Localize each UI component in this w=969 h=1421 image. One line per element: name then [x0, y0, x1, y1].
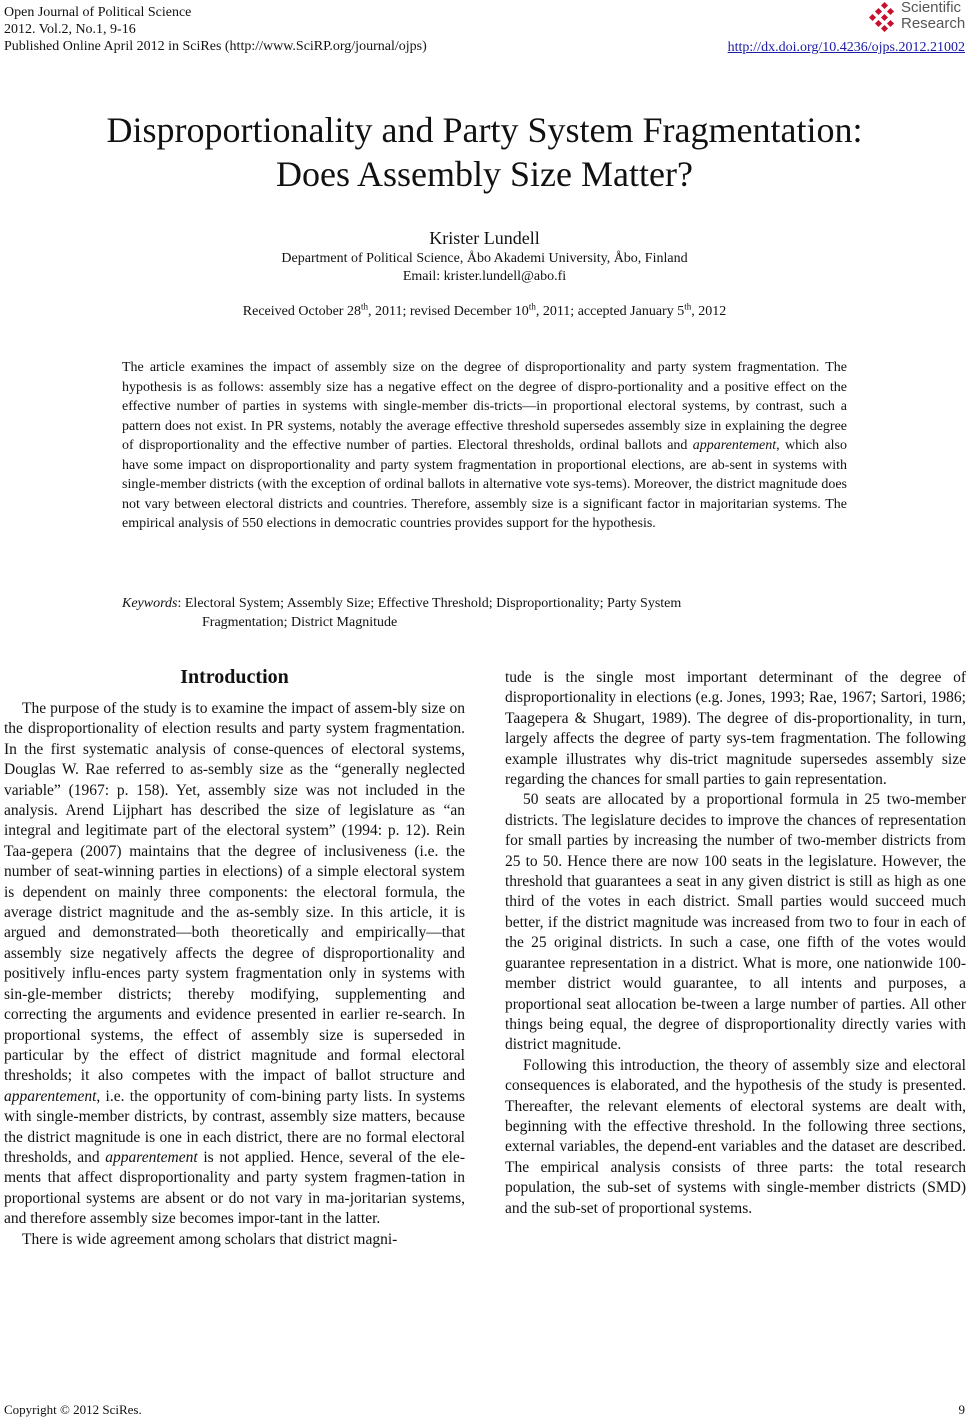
- author-affiliation-block: [0, 250, 969, 286]
- paper-title: [0, 108, 969, 196]
- title-line-2: Does Assembly Size Matter?: [276, 154, 693, 194]
- right-paragraph-1: tude is the single most important determinant of the degree of disproportionality in elections (e.g. Jones, 1993; Rae, 1967; Sartori, 1986; Taagepera & Shugart, 1989). The degree of dis-proportionality, in turn, largely affects the degree of party sys-tem fragmentation. The following example illustrates why dis-trict magnitude supersedes assembly size regarding the chances for small parties to gain representation.: [505, 669, 966, 789]
- title-line-1: Disproportionality and Party System Fragmentation:: [106, 110, 863, 150]
- right-paragraph-2: 50 seats are allocated by a proportional formula in 25 two-member districts. The legislature decides to improve the chances of representation for small parties by increasing the number of two-member districts from 25 to 50. Hence there are now 100 seats in the legislature. However, the threshold that guarantees a seat in any given district is still as high as one third of the votes in each district. Small parties would succeed much better, if the district magnitude was increased from two to four in each of the 25 original districts. In such a case, one fifth of the votes would guarantee representation in a district. What is more, one nationwide 100-member district would guarantee, to all intents and purposes, a proportional seat allocation be-tween a large number of parties. All other things being equal, the degree of disproportionality directly varies with district magnitude.: [505, 791, 966, 1054]
- keywords: [122, 594, 847, 632]
- affiliation: Department of Political Science, Åbo Akademi University, Åbo, Finland: [281, 251, 688, 266]
- scientific-research-logo: [869, 0, 965, 36]
- doi-link[interactable]: http://dx.doi.org/10.4236/ojps.2012.21002: [727, 40, 965, 55]
- copyright: Copyright © 2012 SciRes.: [4, 1402, 142, 1417]
- keywords-line2: Fragmentation; District Magnitude: [202, 615, 398, 630]
- journal-published: Published Online April 2012 in SciRes (http://www.SciRP.org/journal/ojps): [4, 39, 427, 54]
- right-column: [505, 668, 966, 1219]
- page-number: 9: [958, 1402, 965, 1417]
- journal-name: Open Journal of Political Science: [4, 5, 192, 20]
- intro-paragraph-2: There is wide agreement among scholars that district magni-: [22, 1230, 398, 1248]
- left-column: [4, 663, 465, 1250]
- journal-header: [4, 4, 427, 55]
- section-heading-introduction: Introduction: [180, 666, 289, 688]
- logo-diamond-icon: [869, 2, 899, 32]
- journal-volume: 2012. Vol.2, No.1, 9-16: [4, 22, 136, 37]
- email: Email: krister.lundell@abo.fi: [402, 269, 567, 284]
- intro-paragraph-1: The purpose of the study is to examine the impact of assem-bly size on the disproportionality of election results and party system fragmentation. In the first systematic analysis of conse-quences of electoral systems, Douglas W. Rae referred to as-sembly size as the “generally neglected variable” (1967: p. 158). Yet, assembly size was not included in the analysis. Arend Lijphart has described the size of legislature as “an integral and legitimate part of the electoral system” (1994: p. 12). Rein Taa-gepera (2007) maintains that the degree of inclusiveness (i.e. the number of seat-winning parties in elections) of a simple electoral system is dependent on mainly three components: the electoral formula, the average district magnitude and the as-sembly size. In this article, it is argued and demonstrated—both theoretically and empirically—that assembly size negatively affects the degree of disproportionality and positively influ-ences party system fragmentation only in systems with sin-gle-member districts; thereby modifying, supplementing and correcting the arguments and evidence presented in earlier re-search. In proportional systems, the effect of assembly size is superseded in particular by the effect of district magnitude and formal electoral thresholds; it also competes with the impact of ballot structure and apparentement, i.e. the opportunity of com-bining party lists. In systems with single-member districts, by contrast, assembly size matters, because the district magnitude is one in each district, there are no formal electoral thresholds, and apparentement is not applied. Hence, several of the ele-ments that affect disproportionality and party system fragmen-tation in proportional systems are absent or do not vary in ma-joritarian systems, and therefore assembly size becomes impor-tant in the latter.: [4, 700, 465, 1228]
- keywords-label: Keywords: [122, 596, 178, 611]
- abstract: The article examines the impact of assembly size on the degree of disproportionality and party system fragmentation. The hypothesis is as follows: assembly size has a negative effect on the degree of dispro-portionality and a positive effect on the effective number of parties in systems with single-member dis-tricts—in proportional electoral systems, by contrast, such a pattern does not exist. In PR systems, notably the average effective threshold supersedes assembly size in explaining the degree of disproportionality and the effective number of parties. Electoral thresholds, ordinal ballots and apparentement, which also have some impact on disproportionality and party system fragmentation in proportional elections, are ab-sent in systems with single-member districts (with the exception of ordinal ballots in alternative vote sys-tems). Moreover, the district magnitude does not vary between electoral districts and countries. Therefore, assembly size is a significant factor in majoritarian systems. The empirical analysis of 550 elections in democratic countries provides support for the hypothesis.: [122, 360, 848, 531]
- right-paragraph-3: Following this introduction, the theory of assembly size and electoral consequences is elaborated, and the hypothesis of the study is presented. Thereafter, the relevant elements of electoral systems are dealt with, beginning with the effective threshold. In the following three sections, external variables, the depend-ent variables and the dataset are described. The empirical analysis consists of three parts: the total research population, the sub-set of systems with single-member districts (SMD) and the sub-set of proportional systems.: [505, 1056, 966, 1217]
- keywords-line1: : Electoral System; Assembly Size; Effective Threshold; Disproportionality; Party System: [177, 596, 682, 611]
- logo-text-line2: Research: [901, 15, 966, 32]
- received-dates: Received October 28th, 2011; revised December 10th, 2011; accepted January 5th, 2012: [242, 301, 727, 319]
- logo-text-line1: Scientific: [901, 0, 962, 16]
- author-name: Krister Lundell: [429, 228, 540, 248]
